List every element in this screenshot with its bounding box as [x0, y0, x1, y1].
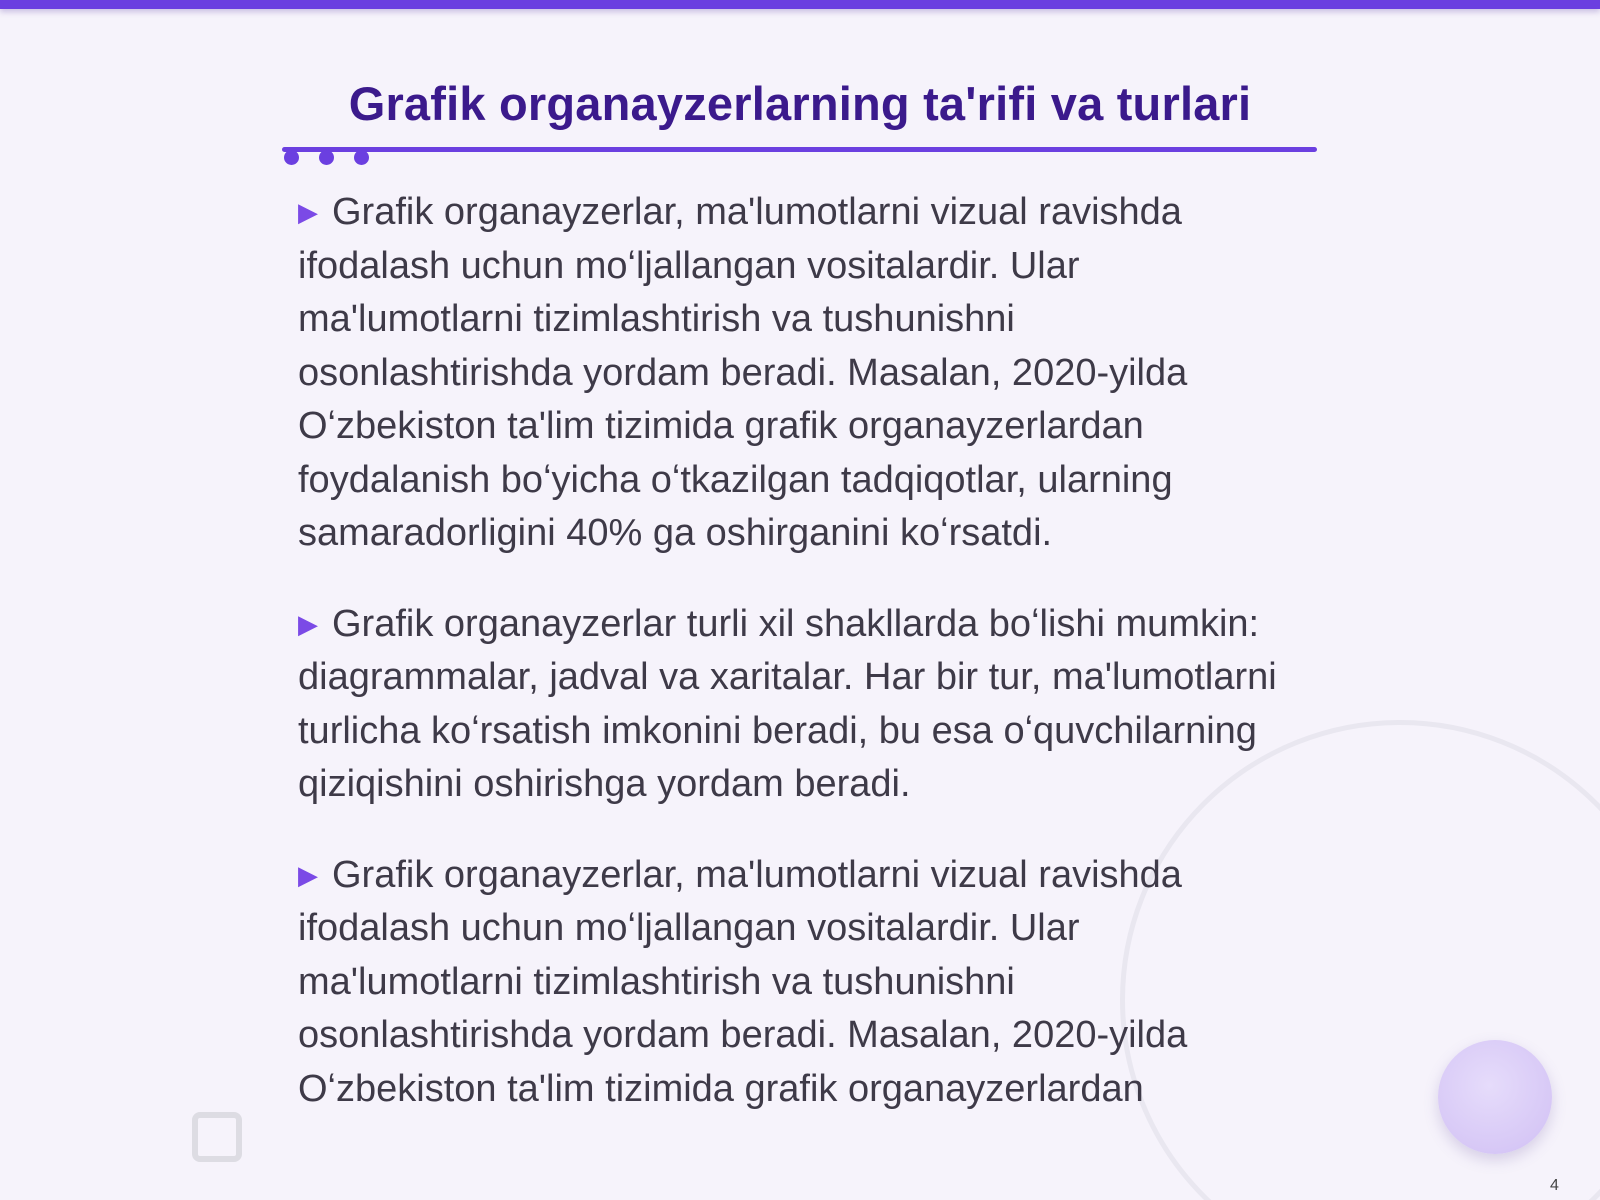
- bullet-item: [298, 186, 1298, 561]
- bullet-item: [298, 849, 1298, 1117]
- decorative-dot: [319, 150, 334, 165]
- page-number: 4: [1550, 1177, 1559, 1194]
- triangle-bullet-icon: ▶: [298, 197, 318, 227]
- triangle-bullet-icon: ▶: [298, 859, 318, 890]
- decorative-square: [192, 1112, 242, 1162]
- title-underline: [282, 147, 1317, 152]
- bullet-text: Grafik organayzerlar, ma'lumotlarni vizual ravishda ifodalash uchun moʻljallangan vositalardir. Ular ma'lumotlarni tizimlashtirish va tushunishni osonlashtirishda yordam beradi. Masalan, 2020-yilda Oʻzbekiston ta'lim tizimida grafik organayzerlardan foydalanish boʻyicha oʻtkazilgan tadqiqotlar, ularning samaradorligini 40% ga oshirganini koʻrsatdi.: [298, 191, 1188, 554]
- decorative-circle: [1438, 1040, 1552, 1154]
- decorative-dot: [284, 150, 299, 165]
- top-accent-bar: [0, 0, 1600, 9]
- bullet-text: Grafik organayzerlar, ma'lumotlarni vizual ravishda ifodalash uchun moʻljallangan vositalardir. Ular ma'lumotlarni tizimlashtirish va tushunishni osonlashtirishda yordam beradi. Masalan, 2020-yilda Oʻzbekiston ta'lim tizimida grafik organayzerlardan: [298, 853, 1188, 1110]
- bullet-list: [298, 186, 1298, 1153]
- decorative-dot: [354, 150, 369, 165]
- slide-title: Grafik organayzerlarning ta'rifi va turlari: [348, 77, 1252, 130]
- triangle-bullet-icon: ▶: [298, 608, 318, 639]
- bullet-text: Grafik organayzerlar turli xil shakllarda boʻlishi mumkin: diagrammalar, jadval va xaritalar. Har bir tur, ma'lumotlarni turlicha koʻrsatish imkonini beradi, bu esa oʻquvchilarning qiziqishini oshirishga yordam beradi.: [298, 602, 1277, 805]
- bullet-item: [298, 598, 1298, 812]
